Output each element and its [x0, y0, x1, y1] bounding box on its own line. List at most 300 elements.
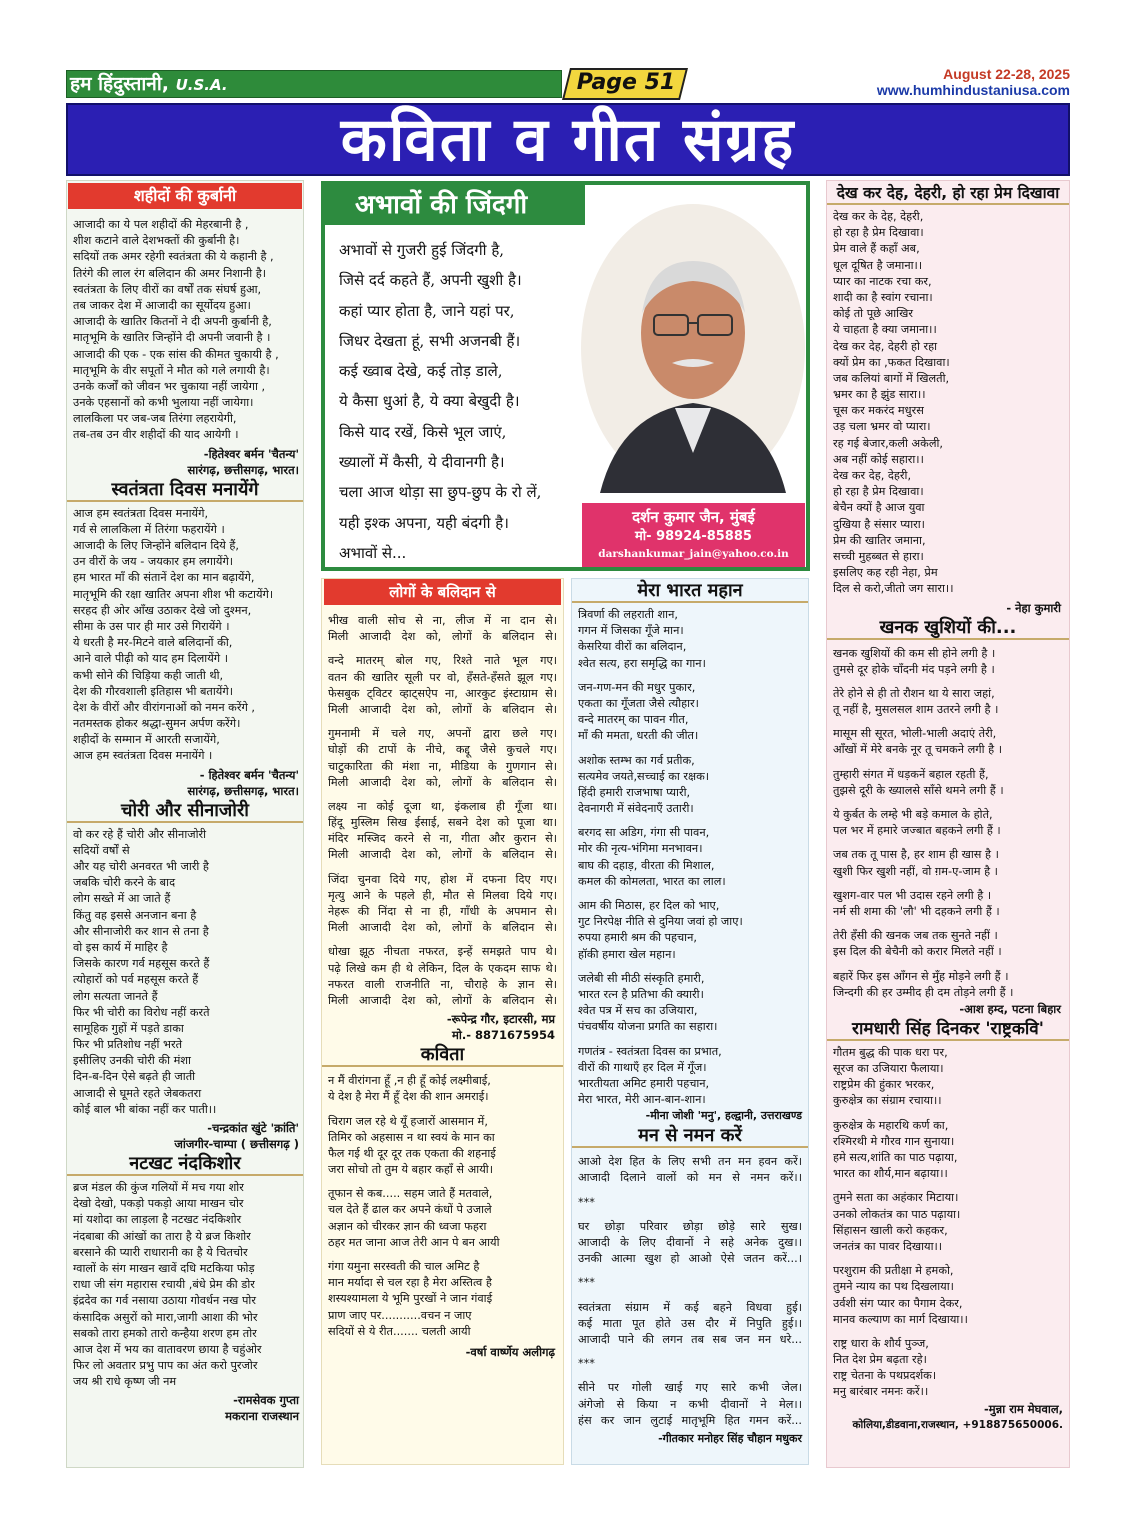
poem-line: परशुराम की प्रतीक्षा मे हमको, [833, 1264, 954, 1278]
feature-line: चला आज थोड़ा सा छुप-छुप के रो लें, [339, 483, 542, 502]
poem-line: वो कर रहे हैं चोरी और सीनाजोरी [73, 827, 207, 841]
poem-line: *** [578, 1276, 595, 1290]
section-title: नटखट नंदकिशोर [67, 1152, 303, 1176]
poem-line: सामूहिक गुहों में पड़ते डाका [73, 1021, 184, 1035]
poem-line: आज हम स्वतंत्रता दिवस मनायेंगे । [73, 749, 213, 763]
poem-line: घोड़ों की टापों के नीचे, कद्दू जैसे कुचले गए। [328, 743, 557, 757]
poem-line: मिली आजादी देश को, लोगों के बलिदान से। [328, 921, 557, 935]
poem-line: हो रहा है प्रेम दिखावा। [833, 226, 924, 240]
poem-line: देख कर देह, देहरी हो रहा [833, 339, 938, 353]
feature-line: यही इश्क अपना, यही बंदगी है। [339, 513, 509, 532]
poem-line: देखो देखो, पकड़ो पकड़ो आया माखन चोर [73, 1197, 244, 1211]
poem-line: उन वीरों के जय - जयकार हम लगायेंगे। [73, 555, 234, 569]
middle-right-column [571, 578, 809, 1465]
feature-poem-box [321, 181, 810, 571]
poem-line: ये धरती है मर-मिटने वाले बलिदानों की, [73, 636, 233, 650]
poem-line: खनक खुशियों की कम सी होने लगी है । [833, 646, 996, 660]
feature-poem-body [339, 235, 579, 568]
poem-line: शादी का है स्वांग रचाना। [833, 290, 933, 304]
section-title: रामधारी सिंह दिनकर 'राष्ट्रकवि' [827, 1017, 1069, 1041]
stanza-gap [578, 817, 802, 825]
stanza-gap [578, 1036, 802, 1044]
section-title: देख कर देह, देहरी, हो रहा प्रेम दिखावा [827, 181, 1069, 205]
poem-line: क्यों प्रेम का ,फकत दिखावा। [833, 355, 950, 369]
poem-author: - हितेश्वर बर्मन 'चैतन्य' [199, 767, 299, 782]
poem-line: भारत रत्न है प्रतिभा की क्यारी। [578, 987, 704, 1001]
poem-line: इस दिल की बेचैनी को करार मिलते नहीं । [833, 945, 1002, 959]
poem-line: हो रहा है प्रेम दिखावा। [833, 485, 924, 499]
stanza-gap [833, 1328, 1063, 1336]
poem-line: शहीदों के सम्मान में आरती सजायेंगे, [73, 733, 220, 747]
feature-line: जिसे दर्द कहते हैं, अपनी खुशी है। [339, 271, 522, 290]
poem-place: कोलिया,डीडवाना,राजस्थान, +918875650006. [852, 1418, 1063, 1431]
poem-line: मोर की नृत्य-भंगिमा मनभावन। [578, 842, 703, 856]
poem-line: नित देश प्रेम बढ़ता रहे। [833, 1353, 927, 1367]
poem-line: ये चाहता है क्या जमाना।। [833, 323, 937, 337]
poem-line: मृत्यु आने के पहले ही, मौत से मिलवा दिये गए। [328, 888, 557, 902]
section-title: मेरा भारत महान [572, 579, 808, 603]
poem-line: जलेबी सी मीठी संस्कृति हमारी, [578, 971, 705, 985]
poem-line: जन-गण-मन की मधुर पुकार, [578, 680, 696, 694]
poem-line: सत्यमेव जयते,सच्चाई का रक्षक। [578, 769, 710, 783]
poem-line: बरगद सा अडिग, गंगा सी पावन, [578, 826, 710, 840]
poem-line: मिली आजादी देश को, लोगों के बलिदान से। [328, 993, 557, 1007]
poem-line: चूस कर मकरंद मधुरस [833, 404, 924, 418]
stanza-gap [328, 1178, 557, 1186]
poem-line: लक्ष्य ना कोई दूजा था, इंकलाब ही गूँजा था। [328, 799, 557, 813]
stanza-gap [328, 645, 557, 653]
poem-line: गंगा यमुना सरस्वती की चाल अमिट है [328, 1260, 480, 1273]
feature-line: जिधर देखता हूं, सभी अजनबी हैं। [339, 331, 521, 350]
poem-author: -आश हम्द, पटना बिहार [959, 1001, 1061, 1016]
poem-line: बेचैन क्यों है आज युवा [833, 501, 925, 515]
poem-line: फैल गई थी दूर दूर तक एकता की शहनाई [328, 1146, 496, 1160]
poem-line: भ्रमर का है झुंड सारा।। [833, 388, 926, 402]
poem-line: अज्ञान को चीरकर ज्ञान की ध्वजा फहरा [328, 1219, 487, 1233]
poem-body [67, 1176, 303, 1390]
poem-line: वन्दे मातरम् का पावन गीत, [578, 713, 689, 727]
poem-body [827, 1041, 1069, 1401]
stanza-gap [578, 1267, 802, 1275]
poem-line: जरा सोचो तो तुम ये बहार कहाँ से आयी। [328, 1163, 493, 1177]
stanza-gap [578, 672, 802, 680]
stanza-gap [578, 1211, 802, 1219]
poem-line: गगन में जिसका गूँजे मान। [578, 624, 684, 638]
feature-line: ख्यालों में कैसी, ये दीवानगी है। [339, 453, 505, 472]
banner-title: कविता व गीत संग्रह [340, 105, 796, 175]
poem-line: फिर लो अवतार प्रभु पाप का अंत करो पुरजोर [73, 1359, 258, 1373]
poem-line: गौतम बुद्ध की पाक धरा पर, [833, 1045, 948, 1059]
poem-line: वन्दे मातरम् बोल गए, रिश्ते नाते भूल गए। [328, 654, 557, 668]
stanza-gap [328, 718, 557, 726]
poem-line: मानव कल्याण का मार्ग दिखाया।। [833, 1312, 968, 1326]
poem-line: उनके एहसानों को कभी भुलाया नहीं जायेगा। [73, 396, 254, 410]
poem-line: उड़ चला भ्रमर वो प्यारा। [833, 420, 931, 434]
poem-line: वो इस कार्य में माहिर है [73, 940, 168, 954]
poem-line: पंचवर्षीय योजना प्रगति का सहारा। [578, 1020, 718, 1034]
poem-line: माँ की ममता, धरती की जीत। [578, 729, 699, 743]
poem-line: चाटुकारिता की मंशा ना, मीडिया के गुणगान से। [328, 759, 557, 773]
poem-line: हॉकी हमारा खेल महान। [578, 947, 676, 961]
poem-author: -वर्षा वार्ष्णेय अलीगढ़ [465, 1344, 555, 1359]
poem-line: मंदिर मस्जिद करने से ना, गीता और कुरान से। [328, 832, 557, 846]
poem-line: श्वेत पत्र में सच का उजियारा, [578, 1004, 698, 1018]
poem-line: तिरंगे की लाल रंग बलिदान की अमर निशानी है। [73, 266, 267, 280]
poem-line: खुशी फिर खुशी नहीं, वो ग़म-ए-जाम है । [833, 864, 998, 878]
poem-author: -रामसेवक गुप्ता [233, 1393, 299, 1408]
poem-line: सदियों तक अमर रहेगी स्वतंत्रता की ये कहानी है , [73, 250, 274, 264]
stanza-gap [328, 936, 557, 944]
poem-line: कभी सोने की चिड़िया कही जाती थी, [73, 668, 224, 682]
poem-line: आजादी से घूमते रहते जेबकतरा [73, 1086, 202, 1100]
poem-line: फेसबुक ट्विटर व्हाट्सऐप ना, आरकुट इंस्टाग्राम से। [328, 686, 557, 700]
page-number: Page 51 [576, 70, 676, 95]
poem-author: - नेहा कुमारी [1006, 600, 1061, 615]
poem-body [322, 605, 563, 1009]
poem-body [572, 1148, 808, 1429]
poem-line: आओ देश हित के लिए सभी तन मन हवन करें। [578, 1155, 802, 1169]
stanza-gap [833, 718, 1063, 726]
poem-line: त्रिवर्णा की लहराती शान, [578, 608, 678, 621]
stanza-gap [833, 1110, 1063, 1118]
poem-author: -रूपेन्द्र गौर, इटारसी, मप्र [446, 1012, 555, 1027]
stanza-gap [578, 890, 802, 898]
poem-line: देख कर देह, देहरी, [833, 469, 912, 482]
section-title: मन से नमन करें [572, 1124, 808, 1148]
poem-line: सबको तारा हमको तारो कन्हैया शरण हम तोर [73, 1326, 257, 1340]
feature-line: अभावों से गुजरी हुई जिंदगी है, [339, 241, 505, 259]
feature-line: कहां प्यार होता है, जाने यहां पर, [339, 301, 515, 320]
poem-line: लालकिला पर जब-जब तिरंगा लहरायेगी, [73, 412, 237, 426]
poem-line: हंस कर जान लुटाई मातृभूमि हित गमन करें... [578, 1413, 802, 1427]
poem-line: गर्व से लालकिला में तिरंगा फहरायेंगे । [73, 522, 225, 536]
feature-author: दर्शन कुमार जैन, मुंबई [632, 508, 755, 526]
left-column [66, 180, 304, 1468]
right-column [826, 180, 1070, 1468]
poem-line: शस्यश्यामला ये भूमि पुरखों ने जान गंवाई [328, 1292, 493, 1306]
poem-line: दिन-ब-दिन ऐसे बढ़ते ही जाती [73, 1070, 196, 1084]
poem-line: उर्वशी संग प्यार का पैगाम देकर, [833, 1296, 963, 1310]
poem-line: फिर भी प्रतिशोध नहीं भरते [73, 1038, 183, 1052]
poem-line: देवनागरी में संवेदनाएँ उतारी। [578, 802, 694, 816]
poem-line: हिंदू मुस्लिम सिख ईसाई, सबने देश को पूजा था। [328, 816, 557, 830]
section-title: स्वतंत्रता दिवस मनायेंगे [67, 478, 303, 502]
poem-body [572, 603, 808, 1108]
poem-line: न मैं वीरांगना हूँ ,न ही हूँ कोई लक्ष्मीबाई, [328, 1074, 491, 1088]
section-title: चोरी और सीनाजोरी [67, 799, 303, 823]
poem-line: नंदबाबा की आंखों का तारा है ये ब्रज किशोर [73, 1229, 251, 1243]
poem-line: अशोक स्तम्भ का गर्व प्रतीक, [578, 753, 695, 767]
poem-line: त्योहारों को पर्व महसूस करते हैं [73, 973, 199, 987]
poem-line: जबकि चोरी करने के बाद [73, 876, 176, 890]
poem-line: राधा जी संग महारास रचायी ,बंधे प्रेम की डोर [73, 1278, 255, 1292]
poem-line: मान मर्यादा से चल रहा है मेरा अस्तित्व है [328, 1276, 492, 1290]
poem-author: -मीना जोशी 'मनु', हल्द्वानी, उत्तराखण्ड [645, 1109, 802, 1123]
poem-line: नफरत वाली राजनीति ना, चौराहे के ज्ञान से। [328, 977, 557, 991]
poem-line: मिली आजादी देश को, लोगों के बलिदान से। [328, 630, 557, 644]
feature-line: ये कैसा धुआं है, ये क्या बेखुदी है। [339, 392, 520, 411]
poem-line: आज हम स्वतंत्रता दिवस मनायेंगे, [73, 506, 209, 520]
poem-line: इंद्रदेव का गर्व नसाया उठाया गोवर्धन नख पोर [73, 1294, 256, 1308]
poem-line: लोग सत्यता जानते हैं [73, 989, 158, 1003]
poem-line: रुपया हमारी श्रम की पहचान, [578, 931, 697, 945]
stanza-gap [328, 1106, 557, 1114]
poem-place: जांजगीर-चाम्पा ( छत्तीसगढ़ ) [174, 1137, 299, 1151]
stanza-gap [833, 839, 1063, 847]
stanza-gap [833, 880, 1063, 888]
poem-line: वतन की खातिर सूली पर वो, हँसते-हँसते झूल गए। [328, 670, 557, 684]
feature-line: कई ख्वाब देखे, कई तोड़ डाले, [339, 362, 503, 381]
poem-line: सदियों से ये रीत....... चलती आयी [328, 1324, 471, 1338]
poem-line: बरसाने की प्यारी राधारानी का है ये चितचोर [73, 1245, 248, 1259]
poem-line: सीमा के उस पार ही मार उसे गिरायेंगे । [73, 619, 230, 633]
poem-line: मेरा भारत, मेरी आन-बान-शान। [578, 1093, 706, 1107]
poem-line: पल भर में हमारे जज्बात बहकने लगी हैं । [833, 824, 1001, 838]
poem-line: भारतीयता अमिट हमारी पहचान, [578, 1076, 710, 1090]
website-link[interactable]: www.humhindustaniusa.com [876, 82, 1070, 98]
poem-line: उनके कर्जों को जीवन भर चुकाया नहीं जायेगा , [73, 379, 266, 393]
poem-line: आजादी की एक - एक सांस की कीमत चुकायी है , [73, 347, 279, 361]
poem-line: ग्वालों के संग माखन खावें दधि मटकिया फोड़ [73, 1261, 255, 1275]
masthead [66, 68, 1070, 100]
poem-line: फिर भी चोरी का विरोध नहीं करते [73, 1005, 210, 1019]
poem-line: रह गई बेजार,कली अकेली, [833, 436, 944, 450]
stanza-gap [328, 791, 557, 799]
poem-line: कोई बाल भी बांका नहीं कर पाती।। [73, 1102, 217, 1116]
poem-line: राष्ट्र चेतना के पथप्रदर्शक। [833, 1369, 937, 1383]
poem-author: -चन्द्रकांत खुंटे 'क्रांति' [207, 1121, 299, 1135]
stanza-gap [833, 678, 1063, 686]
poem-line: तुझसे दूरी के ख्यालसे साँसे थमने लगी हैं । [833, 783, 1004, 797]
feature-email[interactable]: darshankumar_jain@yahoo.co.in [598, 548, 789, 560]
feature-phone: मो- 98924-85885 [635, 529, 752, 544]
poem-line: उनकी आत्मा खुश हो आओ ऐसे जतन करें...। [578, 1252, 802, 1266]
poem-place: सारंगढ़, छत्तीसगढ़, भारत। [187, 783, 299, 798]
poem-line: जिन्दगी की हर उम्मीद ही दम तोड़ने लगी हैं । [833, 985, 1014, 999]
poem-line: प्रेम वाले हैं कहाँ अब, [833, 242, 920, 256]
poem-line: जब तक तू पास है, हर शाम ही खास है । [833, 848, 999, 862]
poem-line: सूरज का उजियारा फैलाया। [833, 1062, 944, 1076]
poem-line: इसीलिए उनकी चोरी की मंशा [73, 1054, 191, 1068]
poem-line: तू नहीं है, मुसलसल शाम उतरने लगी है । [833, 703, 999, 717]
poem-body [67, 502, 303, 765]
poem-line: मातृभूमि के खातिर जिन्होंने दी अपनी जवानी है । [73, 331, 271, 345]
poem-body [67, 823, 303, 1118]
middle-column [321, 578, 564, 1465]
feature-line: किसे याद रखें, किसे भूल जाएं, [339, 422, 507, 441]
feature-line: अभावों से... [339, 543, 407, 562]
poem-line: तुम्हारी संगत में धड़कनें बहाल रहती हैं, [833, 767, 989, 781]
poem-line: आँखों में मेरे बनके नूर तू चमकने लगी है । [833, 743, 1002, 757]
poem-line: हम भारत माँ की संतानें देश का मान बढ़ायेंगे, [73, 571, 255, 585]
poem-line: आज देश में भय का वातावरण छाया है चहुंओर [73, 1342, 262, 1356]
poem-line: कई माता पूत होते उस दौर में निपुति हुई।। [578, 1316, 802, 1330]
poem-line: सच्ची मुहब्बत से हारा। [833, 549, 924, 563]
poem-line: मासूम सी सूरत, भोली-भाली अदाएं तेरी, [833, 727, 997, 741]
poem-line: जिंदा चुनवा दिये गए, होश में दफना दिए गए। [328, 872, 557, 886]
poem-line: ये देश है मेरा मैं हूँ देश की शान अमराई। [328, 1090, 489, 1104]
poem-line: प्रेम की खातिर जमाना, [833, 533, 926, 547]
poem-line: बहारें फिर इस आँगन से मुँह मोड़ने लगी हैं । [833, 969, 1009, 983]
stanza-gap [833, 799, 1063, 807]
poem-line: दुखिया है संसार प्यारा। [833, 517, 925, 531]
poem-line: मिली आजादी देश को, लोगों के बलिदान से। [328, 848, 557, 862]
poem-author: -मुन्ना राम मेघवाल, [984, 1401, 1063, 1416]
poem-line: कोई तो पूछे आखिर [833, 307, 913, 321]
poem-line: नर्म सी शमा की 'लौ' भी दहकने लगी हैं । [833, 904, 1000, 918]
poem-line: हमे सत्य,शांति का पाठ पढ़ाया, [833, 1151, 958, 1164]
stanza-gap [578, 1348, 802, 1356]
poem-line: रश्मिरथी मे गौरव गान सुनाया। [833, 1134, 955, 1148]
poem-line: घर छोड़ा परिवार छोड़ा छोड़े सारे सुख। [578, 1219, 802, 1233]
poem-line: पढ़े लिखे कम ही थे लेकिन, दिल के एकदम साफ थे। [328, 961, 557, 975]
poem-line: नेहरू की निंदा से ना ही, गाँधी के अपमान से। [328, 905, 557, 918]
stanza-gap [578, 745, 802, 753]
stanza-gap [833, 961, 1063, 969]
poem-line: चल देते हैं ढाल कर अपने कंधों पे उजाले [328, 1203, 492, 1217]
poem-line: ये कुर्बत के लम्हे भी बड़े कमाल के होते, [833, 808, 993, 821]
poem-line: ठहर मत जाना आज तेरी आन पे बन आयी [328, 1235, 500, 1249]
poem-line: आजादी के खातिर कितनों ने दी अपनी कुर्बानी है, [73, 315, 272, 329]
poem-line: मातृभूमि के वीर सपूतों ने मौत को गले लगायी है। [73, 363, 270, 377]
poem-line: सीने पर गोली खाई गए सारे कभी जेल। [578, 1381, 802, 1395]
poem-line: स्वतंत्रता संग्राम में कई बहने विधवा हुई। [578, 1300, 802, 1314]
poem-line: तुमने सता का अहंकार मिटाया। [833, 1191, 959, 1205]
poem-line: श्वेत सत्य, हरा समृद्धि का गान। [578, 656, 706, 670]
poem-line: आने वाले पीढ़ी को याद हम दिलायेंगे । [73, 652, 228, 666]
poem-line: मनु बारंबार नमनः करें।। [833, 1385, 929, 1399]
poem-line: देश की गौरवशाली इतिहास भी बतायेंगे। [73, 684, 233, 698]
poem-line: तुमने न्याय का पथ दिखलाया। [833, 1280, 954, 1294]
stanza-gap [328, 1251, 557, 1259]
section-title: लोगों के बलिदान से [324, 579, 561, 605]
poem-line: आजादी पाने की लगन तब सब जन मन धरे... [578, 1332, 802, 1346]
poem-line: देश के वीरों और वीरांगनाओं को नमन करेंगे , [73, 700, 256, 714]
section-title: शहीदों की कुर्बानी [68, 183, 302, 209]
poem-line: दिल से करो,जीतो जग सारा।। [833, 582, 954, 596]
poem-line: तुमसे दूर होके चाँदनी मंद पड़ने लगी है । [833, 662, 995, 676]
issue-date: August 22-28, 2025 [943, 66, 1070, 82]
stanza-gap [578, 1372, 802, 1380]
poem-line: मां यशोदा का लाड़ला है नटखट नंदकिशोर [73, 1213, 242, 1227]
poem-line: और यह चोरी अनवरत भी जारी है [73, 860, 209, 873]
poem-line: आम की मिठास, हर दिल को भाए, [578, 899, 720, 912]
stanza-gap [833, 1182, 1063, 1190]
poem-line: सिंहासन खाली करो कहकर, [833, 1223, 948, 1237]
poem-line: तेरी हँसी की खनक जब तक सुनते नहीं । [833, 929, 998, 943]
poem-line: शीश कटाने वाले देशभक्तों की कुर्बानी है। [73, 234, 240, 248]
poem-place: सारंगढ़, छत्तीसगढ़, भारत। [187, 462, 299, 477]
poem-line: अंगेजो से किया न कभी दीवानों ने मेल।। [578, 1397, 802, 1411]
poem-line: भारत का शौर्य,मान बढ़ाया।। [833, 1167, 948, 1181]
poem-line: किंतु वह इससे अनजान बना है [73, 908, 197, 922]
poem-line: धूल दूषित है जमाना।। [833, 258, 923, 272]
poem-line: आजादी दिलाने वालों को मन से नमन करें।। [578, 1171, 802, 1185]
poem-line: गुट निरपेक्ष नीति से दुनिया जवां हो जाए। [578, 915, 743, 929]
poem-line: *** [578, 1357, 595, 1371]
poem-line: कंसादिक असुरों को मारा,जागी आशा की भोर [73, 1310, 258, 1324]
poem-body [827, 640, 1069, 1001]
section-title: कविता [322, 1043, 563, 1067]
poem-line: जय श्री राधे कृष्ण जी नम [73, 1375, 177, 1389]
poem-line: आजादी का ये पल शहीदों की मेहरबानी है , [73, 218, 249, 231]
poem-line: आजादी के लिए जिन्होंने बलिदान दिये हैं, [73, 539, 240, 552]
poem-line: गुमनामी में चले गए, अपनों द्वारा छले गए। [328, 727, 557, 741]
poem-line: इसलिए कह रही नेहा, प्रेम [833, 566, 938, 580]
poem-line: मिली आजादी देश को, लोगों के बलिदान से। [328, 702, 557, 716]
poem-line: और सीनाजोरी कर शान से तना है [73, 924, 209, 938]
author-photo [580, 203, 806, 493]
poem-line: तूफान से कब..... सहम जाते हैं मतवाले, [328, 1187, 493, 1201]
poem-line: वीरों की गाथाएँ हर दिल में गूँज। [578, 1060, 707, 1074]
poem-line: बाघ की दहाड़, वीरता की मिशाल, [578, 858, 715, 872]
author-card [582, 503, 805, 567]
poem-line: उनको लोकतंत्र का पाठ पढ़ाया। [833, 1207, 961, 1221]
feature-title: अभावों की जिंदगी [325, 185, 585, 225]
poem-line: *** [578, 1195, 595, 1209]
poem-line: मातृभूमि की रक्षा खातिर अपना शीश भी कटायेंगे। [73, 587, 274, 601]
poem-line: नतमस्तक होकर श्रद्धा-सुमन अर्पण करेंगे। [73, 717, 241, 731]
poem-line: तेरे होने से ही तो रौशन था ये सारा जहां, [833, 686, 995, 700]
poem-line: जनतंत्र का पावर दिखाया।। [833, 1239, 943, 1253]
poem-line: धोखा झूठ नीचता नफरत, इन्हें समझते पाप थे। [328, 945, 557, 959]
poem-line: स्वतंत्रता के लिए वीरों का वर्षों तक संघर्ष हुआ, [73, 282, 262, 296]
stanza-gap [833, 1255, 1063, 1263]
poem-line: प्राण जाए पर...........वचन न जाए [328, 1308, 472, 1322]
poem-line: कुरुक्षेत्र का संग्राम रचाया।। [833, 1094, 942, 1108]
poem-line: एकता का गूँजता जैसे त्यौहार। [578, 696, 699, 710]
poem-body [827, 205, 1069, 598]
poem-line: तिमिर को अहसास न था स्वयं के मान का [328, 1130, 495, 1144]
poem-line: खुशग-वार पल भी उदास रहने लगी है । [833, 888, 992, 902]
poem-author: -गीतकार मनोहर सिंह चौहान मधुकर [658, 1431, 802, 1445]
poem-line: तब-तब उन वीर शहीदों की याद आयेगी । [73, 428, 239, 442]
poem-line: सरहद ही ओर आँख उठाकर देखे जो दुश्मन, [73, 603, 252, 617]
poem-line: भीख वाली सोच से ना, लीज में ना दान से। [328, 614, 557, 627]
stanza-gap [833, 920, 1063, 928]
newspaper-logo[interactable]: हम हिंदुस्तानी, U.S.A. [70, 73, 228, 95]
stanza-gap [578, 1187, 802, 1195]
stanza-gap [578, 1292, 802, 1300]
poem-line: चिराग जल रहे थे यूँ हजारों आसमान में, [328, 1114, 488, 1128]
poem-line: आजादी के लिए दीवानों ने सहे अनेक दुख।। [578, 1236, 802, 1249]
poem-author: -हितेश्वर बर्मन 'चैतन्य' [203, 446, 299, 461]
poem-line: जब कलियां बागों में खिलती, [833, 371, 950, 385]
poem-line: केसरिया वीरों का बलिदान, [578, 640, 687, 654]
stanza-gap [328, 864, 557, 872]
section-banner [66, 103, 1070, 176]
poem-line: कुरुक्षेत्र के महारथि कर्ण का, [833, 1118, 949, 1132]
poem-line: सदियों वर्षों से [73, 843, 130, 857]
poem-line: गणतंत्र - स्वतंत्रता दिवस का प्रभात, [578, 1044, 722, 1058]
stanza-gap [833, 759, 1063, 767]
poem-body [322, 1067, 563, 1340]
poem-line: राष्ट्रप्रेम की हुंकार भरकर, [833, 1078, 935, 1092]
poem-phone: मो.- 8871675954 [451, 1028, 555, 1043]
poem-line: कमल की कोमलता, भारत का लाल। [578, 874, 726, 888]
poem-line: जिसके कारण गर्व महसूस करते हैं [73, 957, 210, 971]
stanza-gap [578, 963, 802, 971]
section-title: खनक खुशियों की... [827, 616, 1069, 640]
poem-line: प्यार का नाटक रचा कर, [833, 274, 932, 288]
poem-line: ब्रज मंडल की कुंज गलियों में मच गया शोर [73, 1181, 244, 1194]
poem-line: हिंदी हमारी राजभाषा प्यारी, [578, 785, 691, 799]
poem-line: अब नहीं कोई सहारा।। [833, 452, 924, 466]
poem-line: लोग सख्ते में आ जाते हैं [73, 892, 171, 906]
poem-line: राष्ट्र धारा के शौर्य पुञ्ज, [833, 1336, 929, 1350]
poem-line: मिली आजादी देश को, लोगों के बलिदान से। [328, 775, 557, 789]
poem-place: मकराना राजस्थान [225, 1409, 299, 1424]
